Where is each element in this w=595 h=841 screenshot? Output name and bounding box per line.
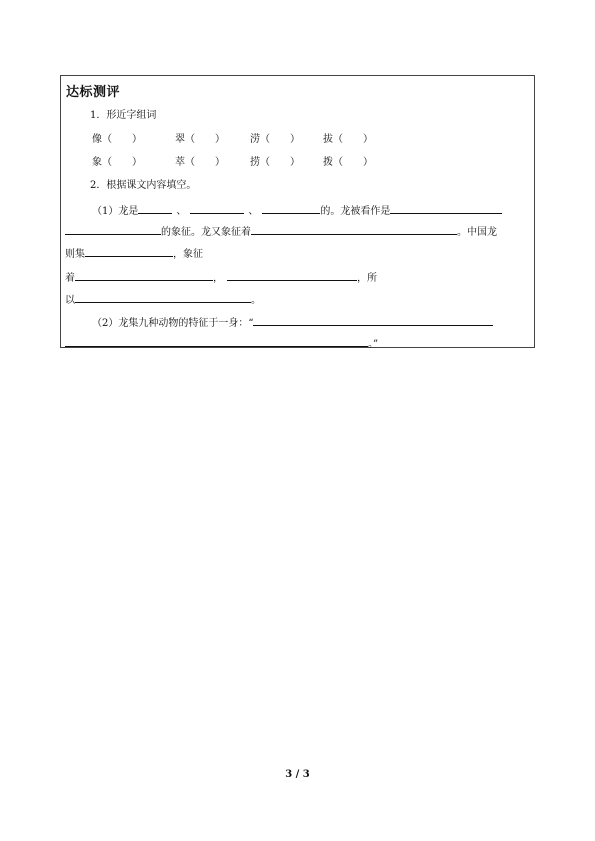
fill-line-3 <box>65 245 203 262</box>
fill-blank-6[interactable] <box>251 223 457 235</box>
fill-line-6 <box>92 314 493 331</box>
word-pair-2: 翠（ ） <box>175 134 225 145</box>
word-pair-5: 象（ ） <box>92 157 142 168</box>
word-pair-8: 拨（ ） <box>323 157 373 168</box>
fill-blank-12[interactable] <box>65 335 368 347</box>
q2-label: 2．根据课文内容填空。 <box>90 180 197 191</box>
fill-blank-9[interactable] <box>227 269 357 281</box>
fill-line-5 <box>65 291 261 308</box>
assessment-box <box>60 75 535 348</box>
q2-p1-text-d: 的。龙被看作是 <box>320 206 391 217</box>
fill-blank-7[interactable] <box>85 245 173 257</box>
q2-p1-text-i: 着 <box>65 273 75 284</box>
fill-line-1 <box>92 202 502 219</box>
fill-line-4 <box>65 269 377 286</box>
fill-line-7 <box>65 335 378 352</box>
q2-p1-text-g: 则集 <box>65 249 85 260</box>
fill-blank-10[interactable] <box>75 291 251 303</box>
q1-row-1 <box>92 133 373 147</box>
word-pair-4: 拔（ ） <box>323 134 373 145</box>
q1-row-2 <box>92 156 373 170</box>
q2-p1-text-h: ，象征 <box>173 249 203 260</box>
fill-blank-8[interactable] <box>75 269 213 281</box>
q2-p1-text-e: 的象征。龙又象征着 <box>161 227 251 238</box>
fill-line-2 <box>65 223 497 240</box>
fill-blank-3[interactable] <box>262 202 320 214</box>
word-pair-1: 像（ ） <box>92 134 142 145</box>
q2-p1-text-a: （1）龙是 <box>92 206 139 217</box>
q1-label: 1．形近字组词 <box>90 110 157 121</box>
fill-blank-11[interactable] <box>253 314 493 326</box>
q2-p1-text-c: 、 <box>248 206 259 217</box>
q2-p2-text-a: （2）龙集九种动物的特征于一身：“ <box>92 318 254 329</box>
q2-p1-text-m: 。 <box>251 295 261 306</box>
word-pair-6: 萃（ ） <box>175 157 225 168</box>
q2-p1-text-f: 。中国龙 <box>457 227 497 238</box>
fill-blank-5[interactable] <box>65 223 161 235</box>
q2-p1-text-j: ， <box>213 273 223 284</box>
q2-p1-text-l: 以 <box>65 295 75 306</box>
word-pair-7: 捞（ ） <box>250 157 300 168</box>
page-number: 3 / 3 <box>285 769 310 780</box>
q2-p1-text-k: ，所 <box>357 273 377 284</box>
section-title: 达标测评 <box>66 85 121 100</box>
word-pair-3: 涝（ ） <box>250 134 300 145</box>
q2-p2-text-b: 。” <box>368 339 379 350</box>
fill-blank-2[interactable] <box>190 202 244 214</box>
fill-blank-1[interactable] <box>138 202 172 214</box>
fill-blank-4[interactable] <box>390 202 502 214</box>
q2-p1-text-b: 、 <box>176 206 187 217</box>
